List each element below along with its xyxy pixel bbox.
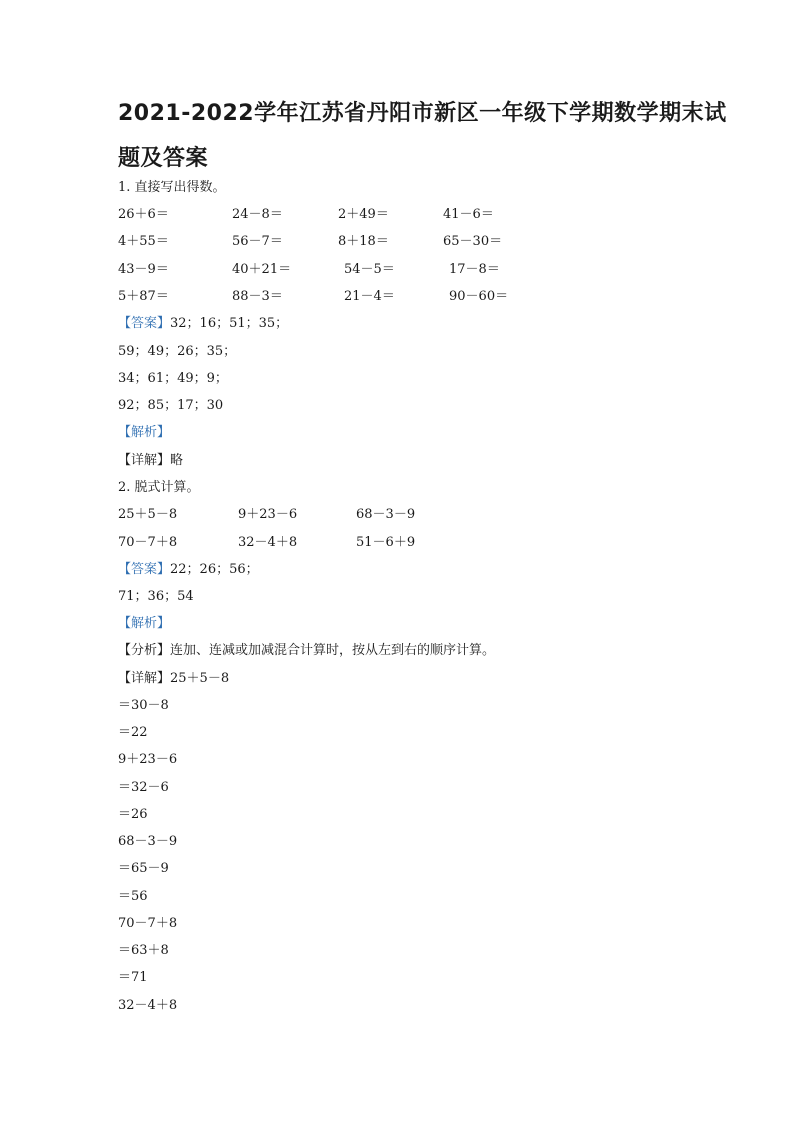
q1-detail: 【详解】略 <box>118 453 184 468</box>
q1-answer-line: 34；61；49；9； <box>118 371 228 386</box>
q1-problem: 17－8＝ <box>449 262 500 277</box>
q2-step: ＝63＋8 <box>118 943 169 958</box>
q1-heading: 1. 直接写出得数。 <box>118 180 226 195</box>
q2-problem: 9＋23－6 <box>238 507 298 522</box>
q1-problem: 54－5＝ <box>344 262 395 277</box>
q1-problem: 41－6＝ <box>443 207 494 222</box>
q1-problem: 2＋49＝ <box>338 207 389 222</box>
q1-problem: 90－60＝ <box>449 289 509 304</box>
q1-problem: 88－3＝ <box>232 289 283 304</box>
q1-problem: 43－9＝ <box>118 262 169 277</box>
answer-tag: 【答案】 <box>118 562 171 577</box>
answer-tag: 【答案】 <box>118 316 171 331</box>
q2-answer-line <box>118 560 259 580</box>
q1-answer-line: 92；85；17；30 <box>118 398 224 413</box>
q2-problem: 25＋5－8 <box>118 507 178 522</box>
q1-analysis-tag: 【解析】 <box>118 425 171 440</box>
q1-problem: 26＋6＝ <box>118 207 169 222</box>
q2-heading: 2. 脱式计算。 <box>118 480 200 495</box>
q2-step: ＝56 <box>118 889 148 904</box>
q1-problem: 5＋87＝ <box>118 289 169 304</box>
q1-problem: 65－30＝ <box>443 234 503 249</box>
q2-fenxi: 【分析】连加、连减或加减混合计算时，按从左到右的顺序计算。 <box>118 643 496 658</box>
q1-problem: 4＋55＝ <box>118 234 169 249</box>
q2-step: 32－4＋8 <box>118 998 178 1013</box>
q2-step: 9＋23－6 <box>118 752 178 767</box>
detail-tag: 【详解】 <box>118 671 171 686</box>
q2-answer-text: 22；26；56； <box>170 562 259 577</box>
q1-answer-text: 32；16；51；35； <box>170 316 289 331</box>
q1-problem: 56－7＝ <box>232 234 283 249</box>
q2-problem: 70－7＋8 <box>118 535 178 550</box>
page-title-line-2: 题及答案 <box>118 146 209 171</box>
q2-step: ＝32－6 <box>118 780 169 795</box>
q2-step: ＝30－8 <box>118 698 169 713</box>
q2-problem: 68－3－9 <box>356 507 416 522</box>
q1-answer-line: 59；49；26；35； <box>118 344 237 359</box>
q1-problem: 40＋21＝ <box>232 262 292 277</box>
q2-step: 68－3－9 <box>118 834 178 849</box>
q2-step: 25＋5－8 <box>170 671 230 686</box>
q2-problem: 32－4＋8 <box>238 535 298 550</box>
q2-step: ＝65－9 <box>118 861 169 876</box>
q2-detail-line <box>118 669 229 689</box>
q1-problem: 24－8＝ <box>232 207 283 222</box>
q1-problem: 21－4＝ <box>344 289 395 304</box>
q1-answer-line <box>118 314 288 334</box>
q2-answer-line: 71；36；54 <box>118 589 194 604</box>
q2-step: ＝26 <box>118 807 148 822</box>
page-title-line-1: 2021-2022学年江苏省丹阳市新区一年级下学期数学期末试 <box>118 101 727 126</box>
q2-step: ＝71 <box>118 970 148 985</box>
q2-problem: 51－6＋9 <box>356 535 416 550</box>
q1-problem: 8＋18＝ <box>338 234 389 249</box>
q2-analysis-tag: 【解析】 <box>118 616 171 631</box>
q2-step: ＝22 <box>118 725 148 740</box>
q2-step: 70－7＋8 <box>118 916 178 931</box>
